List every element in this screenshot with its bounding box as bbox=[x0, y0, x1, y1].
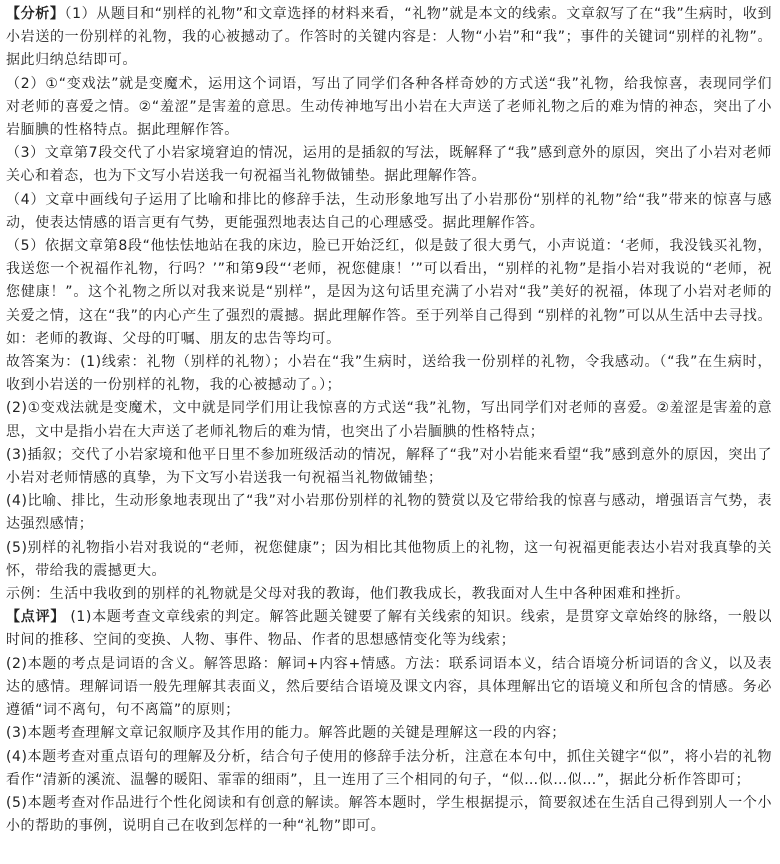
review-paragraph-4: (4)本题考查对重点语句的理解及分析，结合句子使用的修辞手法分析，注意在本句中，抓住关键字“似”，将小岩的礼物看作“清新的溪流、温馨的暖阳、霏霏的细雨”，且一连用了三个相同的句子，“似…似…似…”，据此分析作答即可； bbox=[6, 748, 772, 788]
review-text-1: (1)本题考查文章线索的判定。解答此题关键要了解有关线索的知识。线索，是贯穿文章始终的脉络，一般以时间的推移、空间的变换、人物、事件、物品、作者的思想感情变化等为线索； bbox=[6, 609, 773, 649]
review-tag: 【点评】 bbox=[6, 609, 66, 626]
analysis-paragraph-4: （4）文章中画线句子运用了比喻和排比的修辞手法，生动形象地写出了小岩那份“别样的礼物”给“我”带来的惊喜与感动，使表达情感的语言更有气势，更能强烈地表达自己的心理感受。据此理解作答。 bbox=[6, 191, 772, 231]
answer-item-3: (3)插叙；交代了小岩家境和他平日里不参加班级活动的情况，解释了“我”对小岩能来看望“我”感到意外的原因，突出了小岩对老师情感的真挚，为下文写小岩送我一句祝福当礼物做铺垫； bbox=[6, 446, 772, 487]
review-paragraph-3: (3)本题考查理解文章记叙顺序及其作用的能力。解答此题的关键是理解这一段的内容； bbox=[6, 725, 566, 742]
answer-item-2: (2)①变戏法就是变魔术，文中就是同学们用让我惊喜的方式送“我”礼物，写出同学们对老师的喜爱。②羞涩是害羞的意思，文中是指小岩在大声送了老师礼物后的难为情，也突出了小岩腼腆的性格特点； bbox=[6, 400, 772, 440]
answer-item-4: (4)比喻、排比，生动形象地表现出了“我”对小岩那份别样的礼物的赞赏以及它带给我的惊喜与感动，增强语言气势，表达强烈感情； bbox=[6, 493, 772, 533]
analysis-paragraph-3: （3）文章第7段交代了小岩家境窘迫的情况，运用的是插叙的写法，既解释了“我”感到意外的原因，突出了小岩对老师关心和着态，也为下文写小岩送我一句祝福当礼物做铺垫。据此理解作答。 bbox=[6, 145, 772, 185]
analysis-text-1: （1）从题目和“别样的礼物”和文章选择的材料来看，“礼物”就是本文的线索。文章叙写了在“我”生病时，收到小岩送的一份别样的礼物，我的心被撼动了。作答时的关键内容是：人物“小岩”和“我”；事件的关键词“别样的礼物”。据此归纳总结即可。 bbox=[6, 6, 772, 69]
answer-example: 示例：生活中我收到的别样的礼物就是父母对我的教诲，他们教我成长，教我面对人生中各种困难和挫折。 bbox=[6, 586, 690, 603]
review-paragraph-2: (2)本题的考点是词语的含义。解答思路：解词+内容+情感。方法：联系词语本义，结合语境分析词语的含义，以及表达的感情。理解词语一般先理解其表面义，然后要结合语境及课文内容，具体理解出它的语境义和所包含的情感。务必遵循“词不离句，句不离篇”的原则； bbox=[6, 655, 772, 719]
analysis-tag: 【分析】 bbox=[6, 6, 65, 22]
review-paragraph-5: (5)本题考查对作品进行个性化阅读和有创意的解读。解答本题时，学生根据提示，简要叙述在生活自己得到别人一个小小的帮助的事例，说明自己在收到怎样的一种“礼物”即可。 bbox=[6, 794, 772, 835]
answer-intro: 故答案为：(1)线索：礼物（别样的礼物）；小岩在“我”生病时，送给我一份别样的礼物，令我感动。（“我”在生病时，收到小岩送的一份别样的礼物，我的心被撼动了。）； bbox=[6, 354, 772, 394]
analysis-paragraph-1 bbox=[6, 3, 772, 73]
analysis-paragraph-2: （2）①“变戏法”就是变魔术，运用这个词语，写出了同学们各种各样奇妙的方式送“我”礼物，给我惊喜，表现同学们对老师的喜爱之情。②“羞涩”是害羞的意思。生动传神地写出小岩在大声送了老师礼物之后的难为情的神态，突出了小岩腼腆的性格特点。据此理解作答。 bbox=[6, 75, 772, 139]
analysis-paragraph-5: （5）依据文章第8段“他怯怯地站在我的床边，脸已开始泛红，似是鼓了很大勇气，小声说道：‘老师，我没钱买礼物，我送您一个祝福作礼物，行吗？’”和第9段“‘老师，祝您健康！’”可以看出，“别样的礼物”是指小岩对我说的“老师，祝您健康！”。这个礼物之所以对我来说是“别样”，是因为这句话里充满了小岩对“我”美好的祝福，体现了小岩对老师的关爱之情，这在“我”的内心产生了强烈的震撼。据此理解作答。至于列举自己得到 “别样的礼物”可以从生活中去寻找。如：老师的教诲、父母的叮嘱、朋友的忠告等均可。 bbox=[6, 238, 772, 347]
review-paragraph-1 bbox=[6, 606, 772, 652]
answer-item-5: (5)别样的礼物指小岩对我说的“老师，祝您健康”；因为相比其他物质上的礼物，这一句祝福更能表达小岩对我真挚的关怀，带给我的震撼更大。 bbox=[6, 539, 772, 579]
